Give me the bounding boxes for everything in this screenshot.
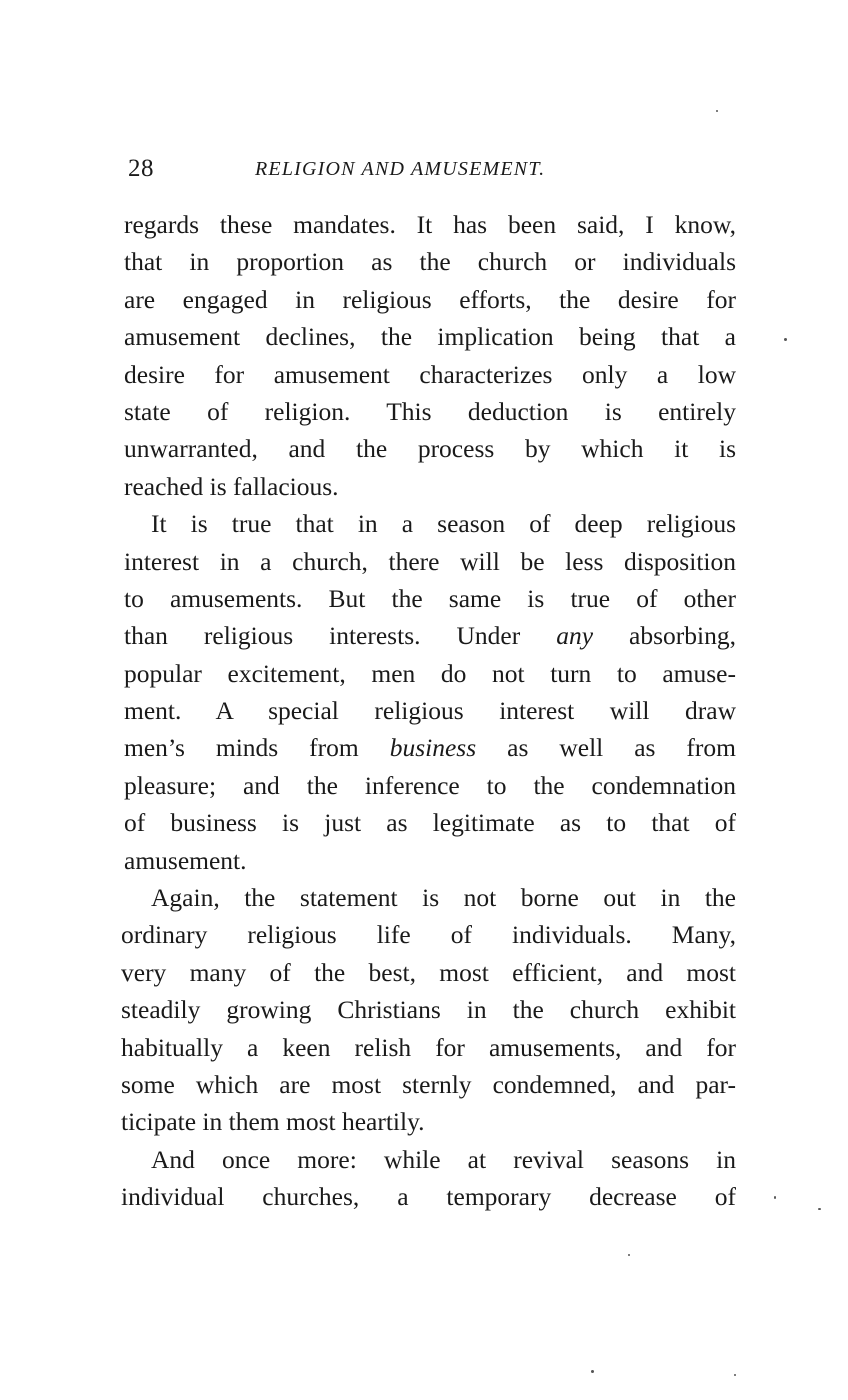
text-line: It is true that in a season of deep religious bbox=[151, 509, 736, 539]
text-segment: as well as from bbox=[476, 733, 736, 763]
paragraph-2 bbox=[124, 505, 736, 879]
text-line: interest in a church, there will be less disposition bbox=[124, 546, 736, 576]
emphasis-any: any bbox=[556, 621, 594, 651]
paragraph-3 bbox=[121, 879, 736, 1141]
text-line: some which are most sternly condemned, and par- bbox=[121, 1069, 736, 1099]
text-line-with-emphasis bbox=[124, 729, 736, 766]
text-line: Again, the statement is not borne out in the bbox=[151, 883, 736, 913]
text-line: very many of the best, most efficient, and most bbox=[121, 957, 736, 987]
text-line: to amusements. But the same is true of other bbox=[124, 583, 736, 613]
emphasis-business: business bbox=[389, 733, 477, 763]
text-line-with-emphasis bbox=[124, 617, 736, 654]
text-line: of business is just as legitimate as to that of bbox=[124, 808, 736, 838]
page-number: 28 bbox=[128, 155, 154, 182]
page-header bbox=[128, 155, 740, 189]
text-line: unwarranted, and the process by which it is bbox=[124, 434, 736, 464]
scan-speck bbox=[774, 1196, 776, 1199]
scan-speck bbox=[734, 1374, 736, 1376]
text-segment: men’s minds from bbox=[124, 733, 390, 763]
scan-speck bbox=[628, 1254, 630, 1256]
paragraph-4 bbox=[121, 1141, 736, 1216]
text-line: individual churches, a temporary decrease of bbox=[121, 1182, 736, 1212]
text-segment: absorbing, bbox=[593, 621, 736, 651]
text-line: And once more: while at revival seasons in bbox=[151, 1144, 736, 1174]
scan-speck bbox=[784, 338, 787, 341]
text-line: habitually a keen relish for amusements, and for bbox=[121, 1032, 736, 1062]
text-line: regards these mandates. It has been said, I know, bbox=[124, 210, 736, 239]
text-segment: than religious interests. Under bbox=[124, 621, 557, 651]
scan-speck bbox=[818, 1208, 821, 1210]
text-line: amusement. bbox=[124, 845, 247, 875]
running-title: RELIGION AND AMUSEMENT. bbox=[255, 158, 546, 180]
text-line: that in proportion as the church or individuals bbox=[124, 247, 736, 277]
text-line: state of religion. This deduction is entirely bbox=[124, 396, 736, 426]
text-line: reached is fallacious. bbox=[124, 471, 339, 501]
scan-speck bbox=[716, 110, 718, 112]
paragraph-1 bbox=[124, 206, 736, 505]
body-text bbox=[121, 206, 736, 1216]
scan-speck bbox=[591, 1370, 594, 1373]
text-line: ment. A special religious interest will draw bbox=[124, 696, 736, 726]
text-line: ordinary religious life of individuals. Many, bbox=[121, 920, 736, 950]
text-line: ticipate in them most heartily. bbox=[121, 1107, 425, 1137]
text-line: steadily growing Christians in the church exhibit bbox=[121, 995, 736, 1025]
text-line: amusement declines, the implication being that a bbox=[124, 322, 736, 352]
text-line: are engaged in religious efforts, the desire for bbox=[124, 284, 736, 314]
text-line: desire for amusement characterizes only a low bbox=[124, 359, 736, 389]
text-line: popular excitement, men do not turn to amuse- bbox=[124, 658, 736, 688]
text-line: pleasure; and the inference to the condemnation bbox=[124, 770, 736, 800]
